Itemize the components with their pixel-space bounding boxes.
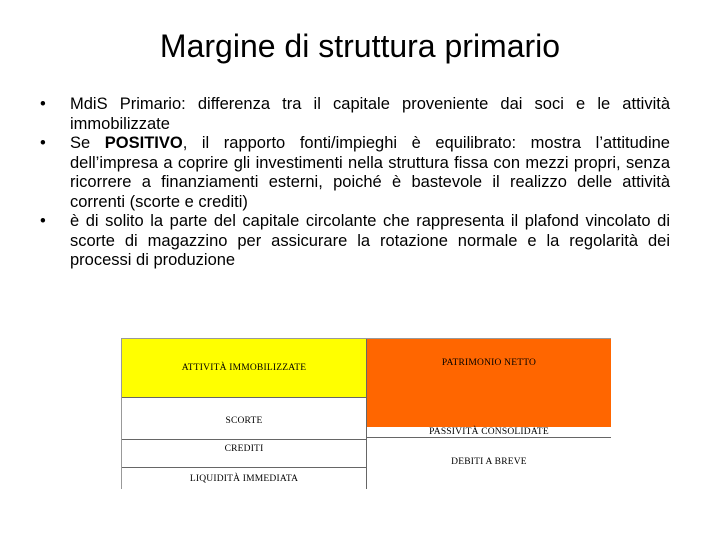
slide-title: Margine di struttura primario xyxy=(159,28,561,64)
assets-scorte-cell xyxy=(122,398,366,439)
liabilities-consolidate-label: PASSIVITÀ CONSOLIDATE xyxy=(429,427,549,437)
bullet-text: è di solito la parte del capitale circolante che rappresenta il plafond vincolato di scorte di magazzino per assicurare la rotazione normale e la regolarità dei processi di produzione xyxy=(70,212,670,269)
assets-liquidita-label: LIQUIDITÀ IMMEDIATA xyxy=(189,474,299,484)
bullet-dot: • xyxy=(40,134,46,152)
assets-crediti-label: CREDITI xyxy=(224,443,264,454)
liabilities-patrimonio-label: PATRIMONIO NETTO xyxy=(441,358,537,368)
bullet-item xyxy=(40,95,670,134)
assets-scorte-label: SCORTE xyxy=(225,415,263,426)
bullet-item xyxy=(40,212,670,271)
assets-liquidita-cell xyxy=(122,469,366,489)
divider-vertical xyxy=(366,339,367,489)
assets-immobilizzate-cell xyxy=(122,339,366,397)
bullet-text: MdiS Primario: differenza tra il capitale proveniente dai soci e le attività immobilizzate xyxy=(70,95,670,133)
bullet-text-prefix: Se xyxy=(70,134,105,152)
liabilities-consolidate-cell xyxy=(367,427,611,437)
divider-line xyxy=(367,437,611,438)
bullet-item xyxy=(40,134,670,212)
divider-line xyxy=(122,439,366,440)
bullet-list xyxy=(40,95,670,271)
divider-line xyxy=(122,397,366,398)
liabilities-debiti-label: DEBITI A BREVE xyxy=(451,456,527,467)
bullet-dot: • xyxy=(40,95,46,113)
liabilities-patrimonio-cell xyxy=(367,339,611,427)
assets-crediti-cell xyxy=(122,440,366,457)
liabilities-debiti-cell xyxy=(367,449,611,474)
balance-sheet-diagram xyxy=(121,338,611,489)
divider-line xyxy=(122,467,366,468)
assets-immobilizzate-label: ATTIVITÀ IMMOBILIZZATE xyxy=(181,363,307,373)
bullet-text-bold: POSITIVO xyxy=(104,134,183,152)
bullet-dot: • xyxy=(40,212,46,230)
bullet-text-suffix: , il rapporto fonti/impieghi è equilibrato: mostra l’attitudine dell’impresa a coprire gli investimenti nella struttura fissa con mezzi propri, senza ricorrere a finanziamenti esterni, poiché è bastevole il realizzo delle attività correnti (scorte e crediti) xyxy=(70,134,670,211)
